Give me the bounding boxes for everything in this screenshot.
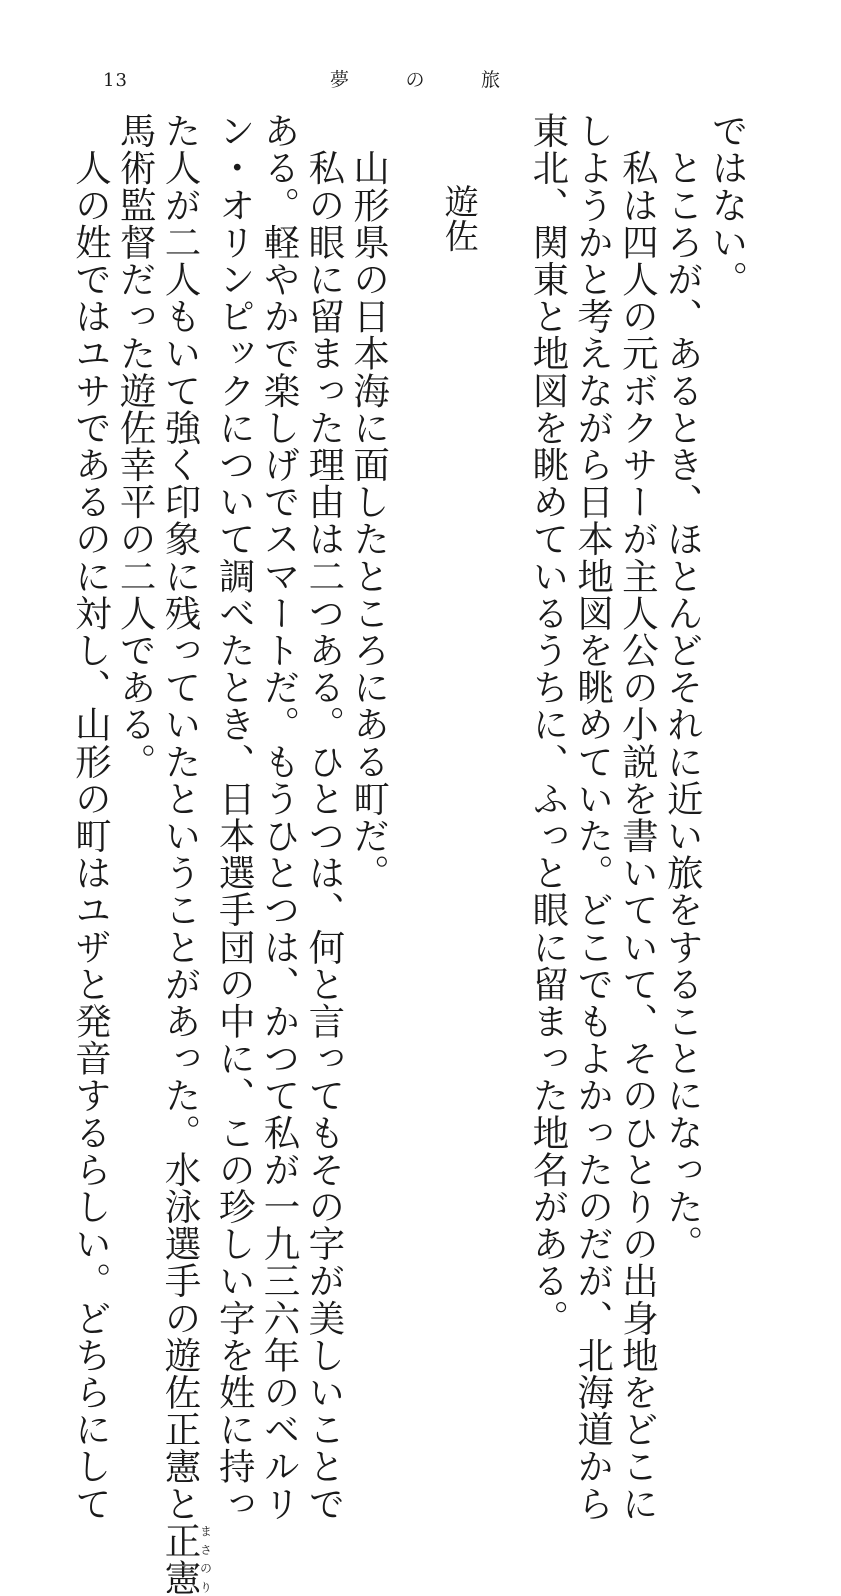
text-line: 人の姓ではユサであるのに対し、山形の町はユザと発音するらしい。どちらにして bbox=[69, 112, 113, 1522]
running-title-char: の bbox=[405, 69, 425, 91]
text-line: 馬術監督だった遊佐幸平の二人である。 bbox=[114, 112, 158, 780]
text-line: 山形県の日本海に面したところにある町だ。 bbox=[347, 112, 391, 892]
running-title-char: 夢 bbox=[330, 69, 350, 91]
text-line: ところが、あるとき、ほとんどそれに近い旅をすることになった。 bbox=[661, 112, 705, 1263]
text-line: ある。軽やかで楽しげでスマートだ。もうひとつは、かつて私が一九三六年のベルリ bbox=[258, 112, 302, 1522]
text-line: ン・オリンピックについて調べたとき、日本選手団の中に、この珍しい字を姓に持っ bbox=[213, 112, 257, 1522]
text-line: 東北、関東と地図を眺めているうちに、ふっと眼に留まった地名がある。 bbox=[526, 112, 570, 1337]
body-text bbox=[68, 112, 749, 1596]
running-title bbox=[330, 68, 500, 92]
ruby-reading: まさのり bbox=[198, 1521, 213, 1596]
section-heading: 遊佐 bbox=[438, 184, 479, 254]
text-line: ではない。 bbox=[706, 112, 749, 298]
text-line: 私は四人の元ボクサーが主人公の小説を書いていて、そのひとりの出身地をどこに bbox=[616, 112, 660, 1522]
text-line-part: た人が二人もいて強く印象に残っていたということがあった。水泳選手の遊佐正憲と bbox=[158, 112, 202, 1522]
text-line: 私の眼に留まった理由は二つある。ひとつは、何と言ってもその字が美しいことで bbox=[302, 112, 346, 1522]
text-line: しようかと考えながら日本地図を眺めていた。どこでもよかったのだが、北海道から bbox=[571, 112, 615, 1522]
ruby-base: 正憲 bbox=[158, 1521, 202, 1596]
running-title-char: 旅 bbox=[480, 69, 500, 91]
text-line-with-ruby bbox=[157, 112, 213, 1596]
page-number: 13 bbox=[103, 70, 128, 91]
ruby-annotation bbox=[158, 1521, 213, 1596]
